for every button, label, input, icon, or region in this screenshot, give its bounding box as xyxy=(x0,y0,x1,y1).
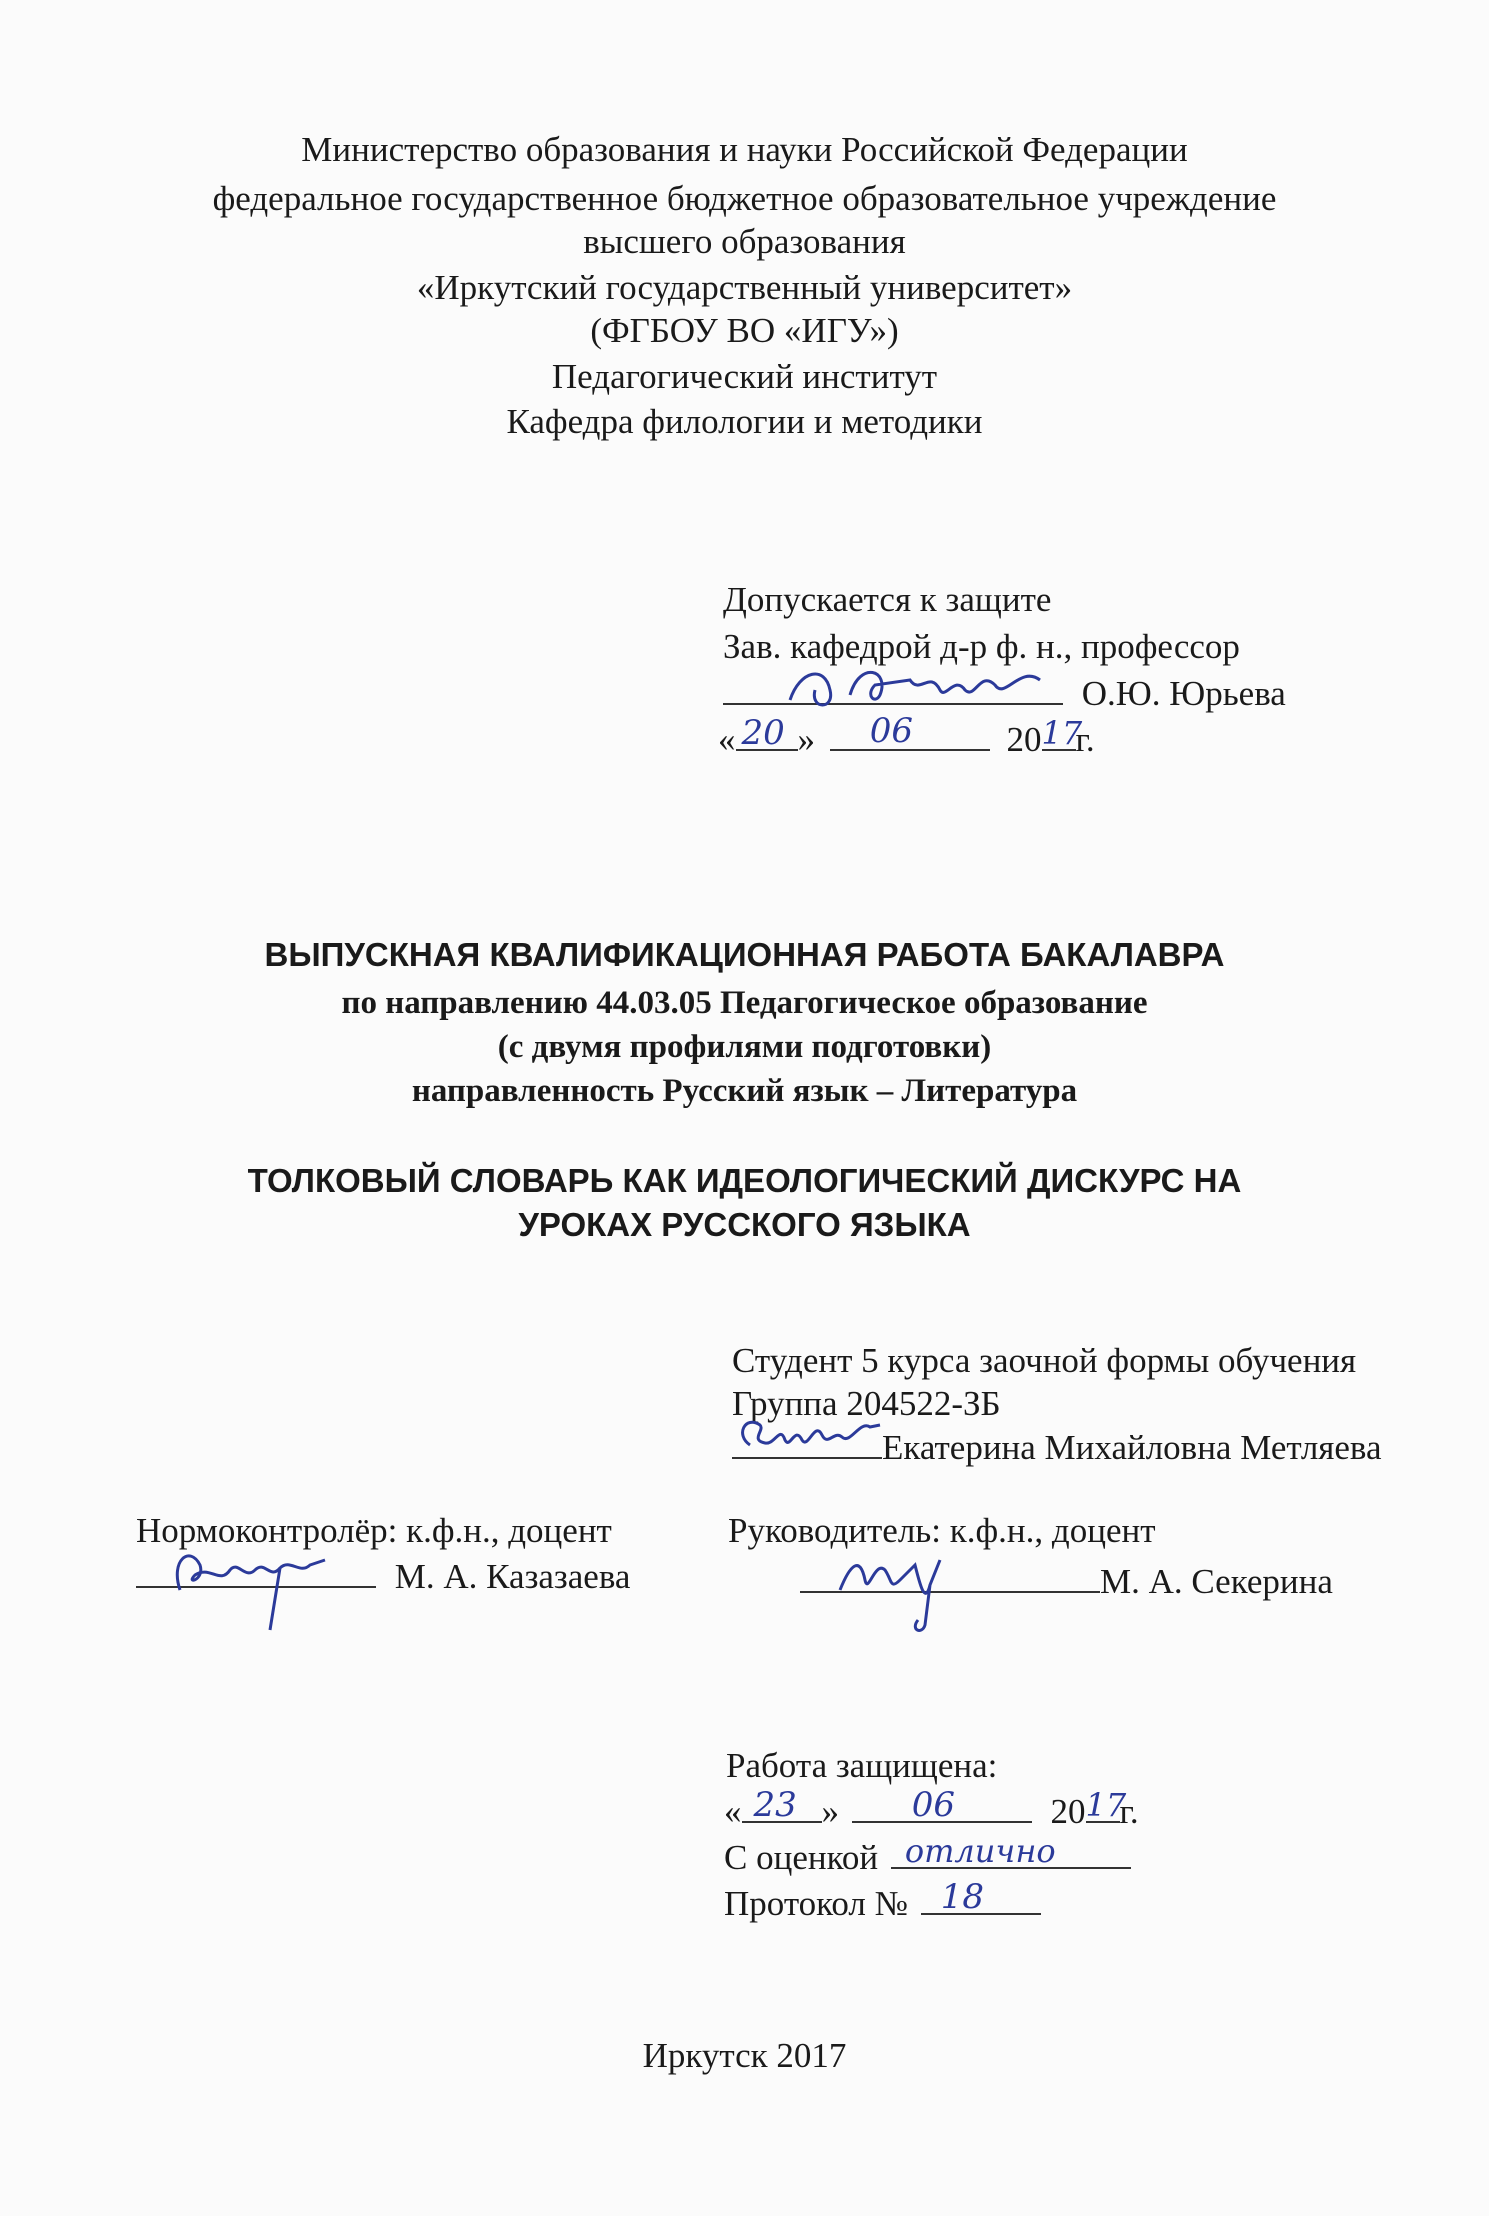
institute-line: Педагогический институт xyxy=(551,357,938,396)
grade-row xyxy=(724,1832,1131,1880)
work-focus: направленность Русский язык – Литература xyxy=(411,1073,1078,1109)
work-profiles: (с двумя профилями подготовки) xyxy=(497,1029,992,1065)
supervisor-name: М. А. Секерина xyxy=(1100,1562,1333,1601)
student-group: Группа 204522-ЗБ xyxy=(732,1384,1001,1423)
work-type: ВЫПУСКНАЯ КВАЛИФИКАЦИОННАЯ РАБОТА БАКАЛАВРА xyxy=(264,936,1225,973)
department-line: Кафедра филологии и методики xyxy=(506,402,983,441)
work-direction: по направлению 44.03.05 Педагогическое образование xyxy=(341,985,1148,1021)
protocol-label: Протокол № xyxy=(724,1884,909,1923)
normcontrol-name: М. А. Казазаева xyxy=(394,1557,631,1596)
institution-type-line: федеральное государственное бюджетное образовательное учреждение xyxy=(212,179,1277,218)
city-year: Иркутск 2017 xyxy=(642,2036,847,2075)
supervisor-signature xyxy=(830,1525,1030,1635)
work-title-line-1: ТОЛКОВЫЙ СЛОВАРЬ КАК ИДЕОЛОГИЧЕСКИЙ ДИСКУРС НА xyxy=(247,1162,1242,1199)
normcontrol-title: Нормоконтролёр: к.ф.н., доцент xyxy=(136,1511,612,1550)
protocol-value: 18 xyxy=(940,1877,985,1917)
student-name: Екатерина Михайловна Метляева xyxy=(882,1428,1382,1467)
defense-month: 06 xyxy=(911,1785,956,1825)
defense-date-row: « 23 » 06 20 17 г. xyxy=(724,1785,1139,1831)
grade-value: отлично xyxy=(904,1832,1056,1870)
admission-title: Допускается к защите xyxy=(723,580,1052,619)
defense-year: 17 xyxy=(1085,1786,1127,1824)
defense-day: 23 xyxy=(753,1785,797,1825)
normcontrol-signature xyxy=(160,1530,380,1640)
head-signature xyxy=(780,650,1080,720)
supervisor-title: Руководитель: к.ф.н., доцент xyxy=(728,1511,1156,1550)
student-course: Студент 5 курса заочной формы обучения xyxy=(732,1341,1357,1380)
university-abbr-line: (ФГБОУ ВО «ИГУ») xyxy=(590,311,899,350)
work-title-line-2: УРОКАХ РУССКОГО ЯЗЫКА xyxy=(518,1206,971,1243)
grade-label: С оценкой xyxy=(724,1838,879,1877)
admission-month: 06 xyxy=(869,711,914,751)
admission-day: 20 xyxy=(741,713,785,753)
ministry-line: Министерство образования и науки Российской Федерации xyxy=(301,130,1188,169)
admission-date-row: « 20 » 06 20 17 г. xyxy=(718,711,1095,759)
admission-year: 17 xyxy=(1041,714,1083,752)
defense-title: Работа защищена: xyxy=(726,1746,998,1785)
head-title: Зав. кафедрой д-р ф. н., профессор xyxy=(723,627,1240,666)
student-signature xyxy=(730,1405,900,1465)
head-name: О.Ю. Юрьева xyxy=(1081,674,1286,713)
university-line: «Иркутский государственный университет» xyxy=(416,268,1073,307)
education-level-line: высшего образования xyxy=(583,222,906,261)
protocol-row xyxy=(724,1877,1041,1926)
